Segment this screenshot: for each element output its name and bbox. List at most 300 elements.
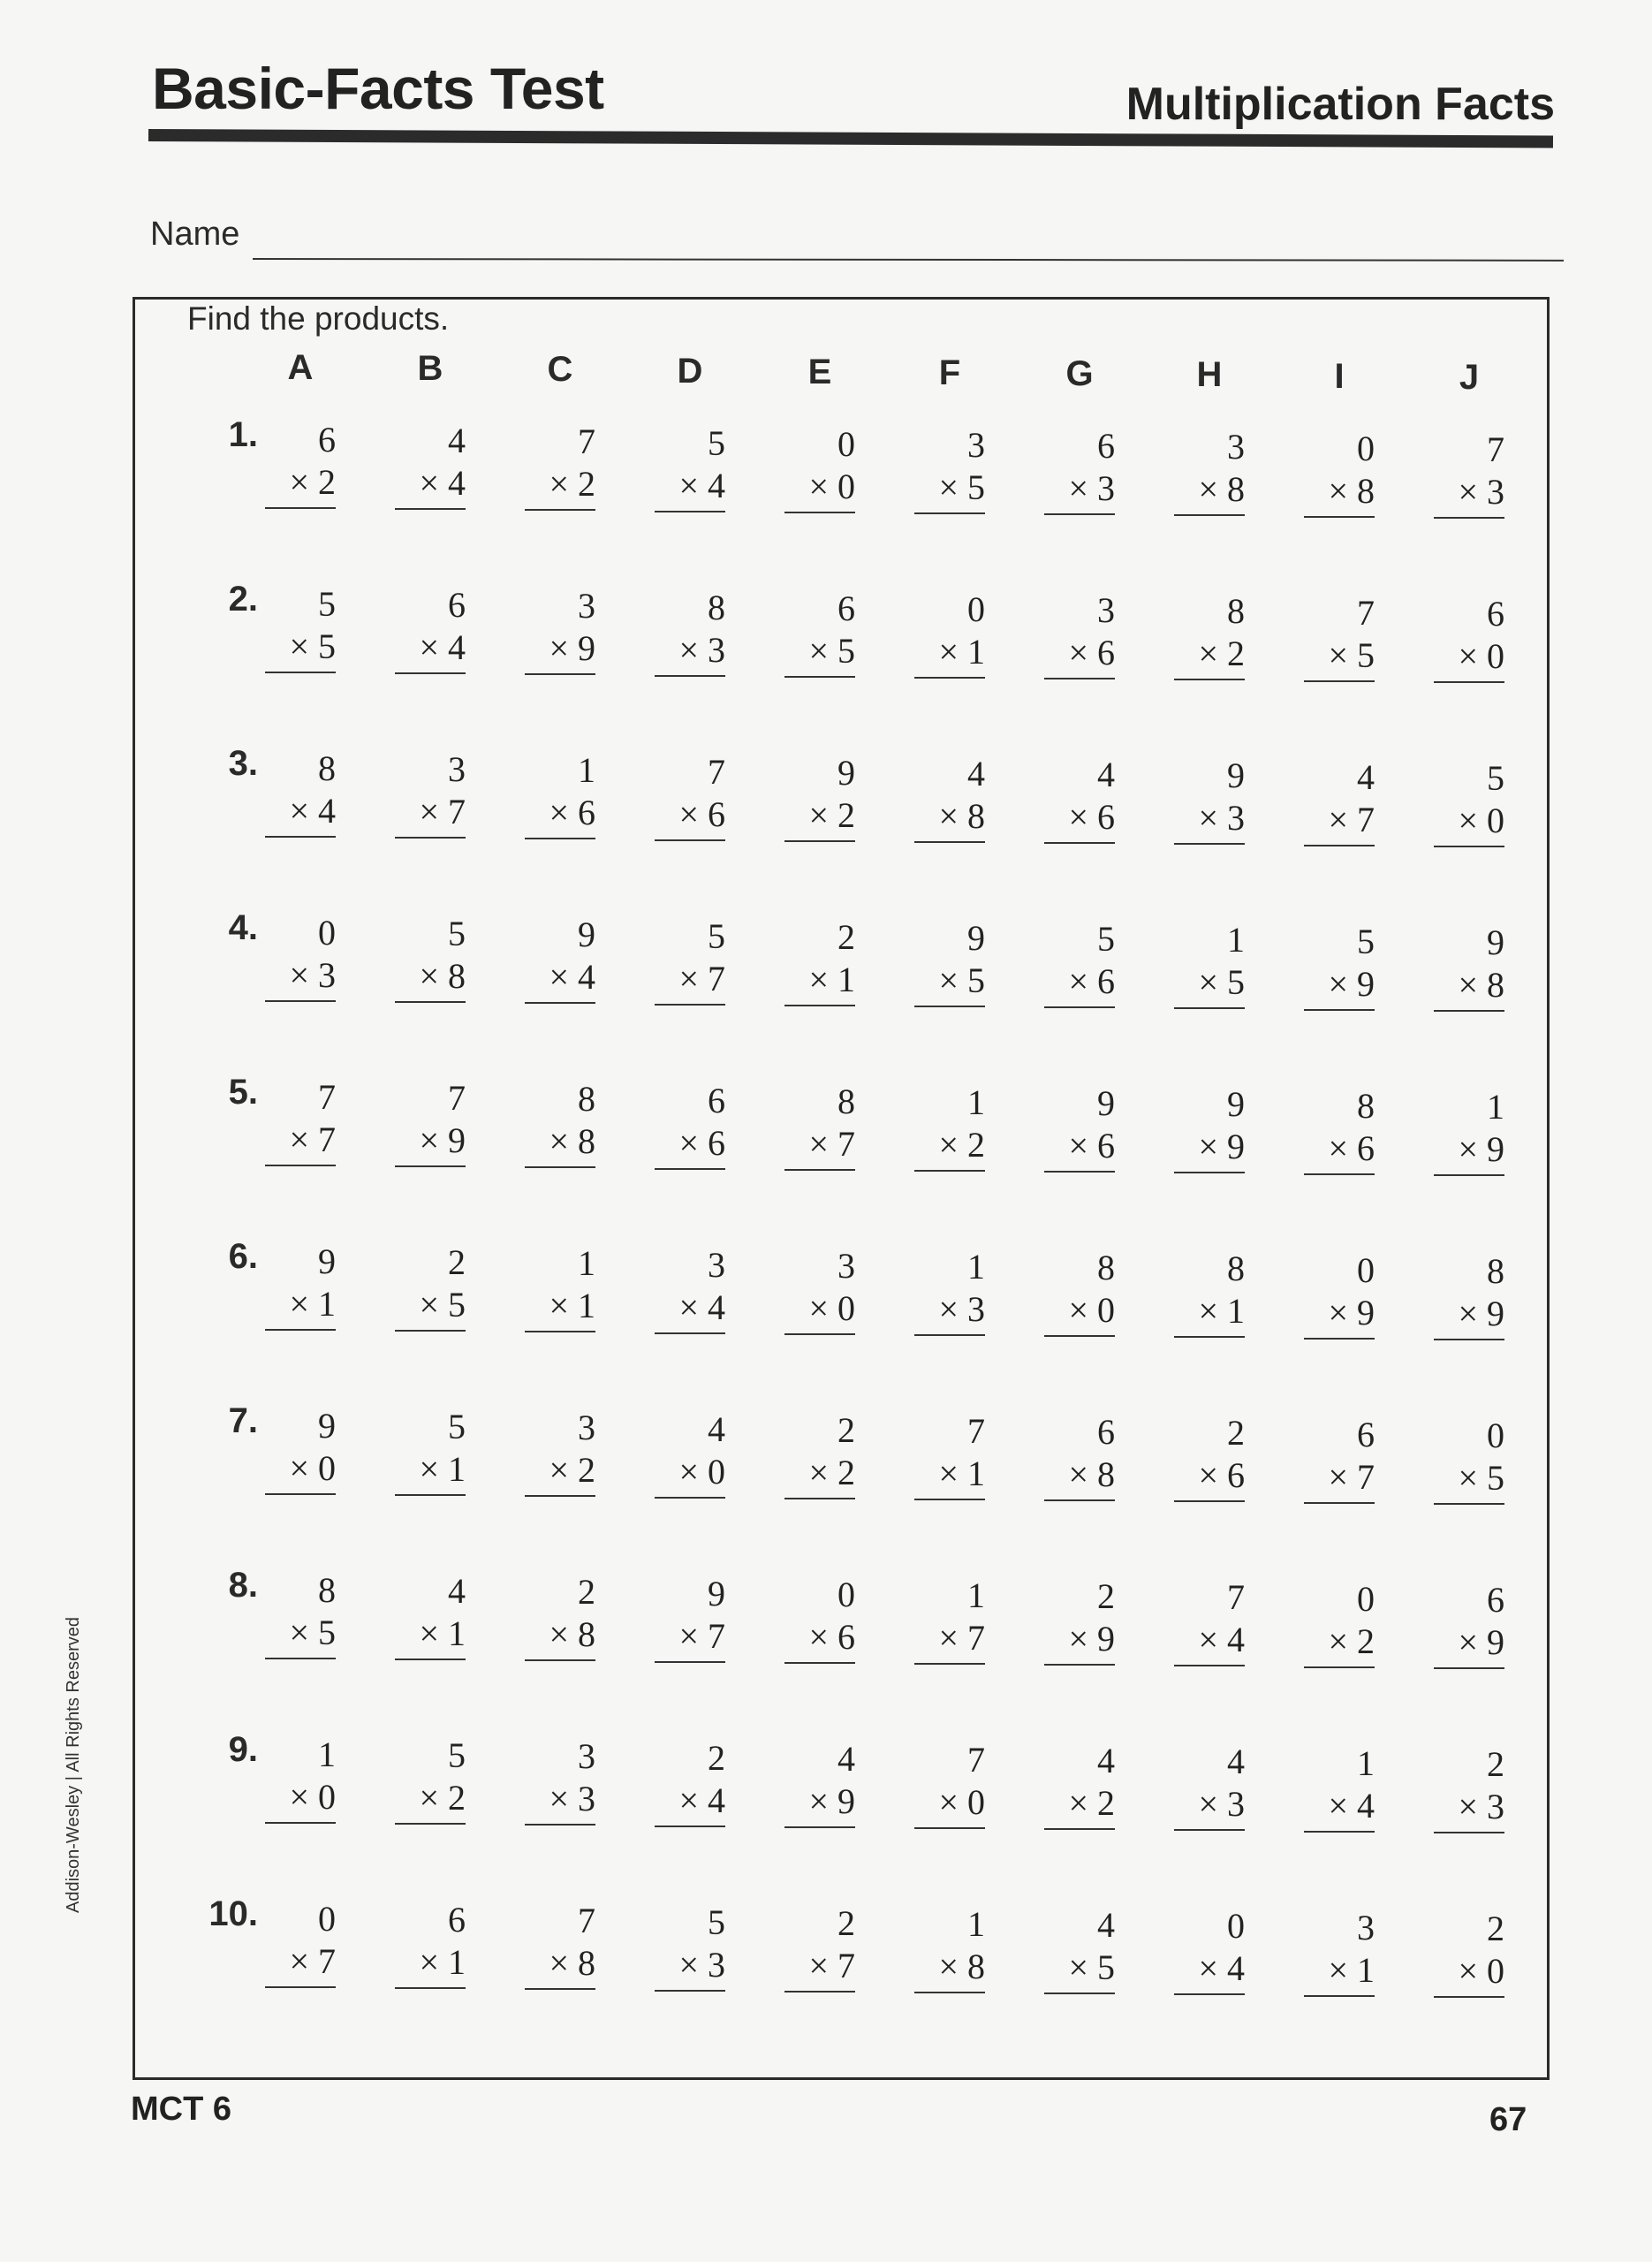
multiplier: × 4 <box>525 956 595 1004</box>
row-label: 2. <box>228 580 258 619</box>
multiplier: × 3 <box>1434 1786 1504 1833</box>
problem-9-c <box>525 1735 595 1826</box>
multiplicand: 6 <box>1487 593 1504 634</box>
column-header-a: A <box>287 348 314 387</box>
multiplier: × 7 <box>1304 799 1375 846</box>
multiplicand: 7 <box>448 1078 466 1119</box>
multiplicand: 0 <box>837 1574 855 1614</box>
multiplier: × 2 <box>784 794 855 842</box>
problem-6-j <box>1434 1250 1504 1340</box>
multiplier: × 8 <box>1434 964 1504 1012</box>
problem-8-i <box>1304 1578 1375 1668</box>
multiplicand: 8 <box>578 1079 595 1120</box>
problem-1-b <box>395 420 466 510</box>
problem-10-c <box>525 1900 595 1990</box>
problem-6-f <box>914 1246 985 1336</box>
multiplicand: 5 <box>448 1735 466 1776</box>
multiplier: × 2 <box>1304 1621 1375 1668</box>
multiplier: × 3 <box>1174 1783 1245 1831</box>
problem-9-e <box>784 1738 855 1828</box>
multiplier: × 6 <box>1304 1127 1375 1175</box>
row-label: 7. <box>228 1401 258 1440</box>
multiplicand: 5 <box>448 914 466 954</box>
multiplicand: 1 <box>1227 920 1245 960</box>
problem-9-b <box>395 1734 466 1825</box>
multiplier: × 7 <box>655 958 725 1006</box>
multiplier: × 0 <box>784 1287 855 1335</box>
problem-2-g <box>1044 589 1115 679</box>
problem-2-d <box>655 587 725 677</box>
problem-1-g <box>1044 425 1115 515</box>
problem-3-a <box>265 748 336 838</box>
problem-9-i <box>1304 1742 1375 1833</box>
problem-6-a <box>265 1241 336 1331</box>
multiplier: × 6 <box>1044 960 1115 1008</box>
multiplier: × 0 <box>265 1447 336 1495</box>
multiplier: × 0 <box>1434 635 1504 683</box>
problem-3-c <box>525 749 595 839</box>
multiplier: × 4 <box>265 790 336 838</box>
multiplier: × 2 <box>265 461 336 509</box>
problem-7-h <box>1174 1412 1245 1502</box>
problem-7-i <box>1304 1414 1375 1504</box>
multiplier: × 9 <box>1044 1618 1115 1666</box>
page-title: Basic-Facts Test <box>152 56 604 121</box>
problem-8-d <box>655 1573 725 1663</box>
multiplicand: 7 <box>967 1740 985 1780</box>
multiplicand: 7 <box>578 421 595 462</box>
multiplier: × 2 <box>784 1452 855 1499</box>
problem-5-h <box>1174 1083 1245 1173</box>
multiplier: × 6 <box>1174 1454 1245 1502</box>
multiplier: × 3 <box>265 954 336 1002</box>
multiplier: × 4 <box>1174 1947 1245 1995</box>
multiplicand: 9 <box>578 915 595 955</box>
problem-4-e <box>784 916 855 1006</box>
multiplicand: 0 <box>1227 1906 1245 1947</box>
multiplier: × 4 <box>655 465 725 512</box>
multiplier: × 3 <box>1044 467 1115 515</box>
name-label: Name <box>150 216 240 253</box>
multiplier: × 5 <box>914 467 985 514</box>
problem-10-i <box>1304 1907 1375 1997</box>
row-label: 9. <box>228 1730 258 1769</box>
problem-7-e <box>784 1409 855 1499</box>
problem-5-i <box>1304 1085 1375 1175</box>
multiplicand: 5 <box>708 915 725 956</box>
problem-7-c <box>525 1407 595 1497</box>
problem-9-d <box>655 1737 725 1827</box>
problem-4-f <box>914 917 985 1007</box>
row-label: 1. <box>228 415 258 454</box>
multiplicand: 1 <box>578 1243 595 1284</box>
problem-3-h <box>1174 755 1245 845</box>
footer-left: MCT 6 <box>131 2091 231 2128</box>
multiplicand: 3 <box>578 1736 595 1777</box>
problem-3-e <box>784 752 855 842</box>
multiplicand: 6 <box>448 1900 466 1940</box>
multiplier: × 0 <box>1434 800 1504 847</box>
multiplier: × 1 <box>914 1453 985 1500</box>
problem-7-f <box>914 1410 985 1500</box>
multiplicand: 4 <box>967 754 985 793</box>
multiplier: × 4 <box>1174 1619 1245 1666</box>
multiplier: × 2 <box>1044 1782 1115 1830</box>
multiplier: × 4 <box>1304 1785 1375 1833</box>
problem-6-b <box>395 1241 466 1332</box>
multiplier: × 6 <box>655 793 725 841</box>
multiplier: × 1 <box>395 1941 466 1989</box>
column-header-h: H <box>1196 355 1223 395</box>
multiplicand: 8 <box>1357 1085 1375 1126</box>
problem-6-h <box>1174 1248 1245 1338</box>
multiplicand: 8 <box>318 1570 336 1610</box>
multiplicand: 3 <box>448 749 466 790</box>
problem-5-b <box>395 1077 466 1167</box>
multiplicand: 4 <box>1097 1741 1115 1781</box>
multiplicand: 4 <box>1227 1742 1245 1782</box>
problem-7-d <box>655 1408 725 1499</box>
row-label: 6. <box>228 1237 258 1276</box>
multiplier: × 0 <box>265 1776 336 1824</box>
multiplicand: 9 <box>967 918 985 958</box>
multiplicand: 8 <box>837 1081 855 1121</box>
problem-5-c <box>525 1078 595 1168</box>
multiplicand: 7 <box>318 1077 336 1117</box>
multiplicand: 9 <box>1227 1084 1245 1125</box>
multiplier: × 2 <box>1174 633 1245 680</box>
problem-3-j <box>1434 757 1504 847</box>
multiplicand: 5 <box>708 422 725 463</box>
multiplicand: 8 <box>708 587 725 627</box>
multiplicand: 9 <box>837 752 855 793</box>
problem-1-j <box>1434 429 1504 519</box>
multiplier: × 1 <box>395 1448 466 1496</box>
multiplier: × 4 <box>395 626 466 674</box>
problem-7-j <box>1434 1415 1504 1505</box>
problem-1-c <box>525 421 595 511</box>
column-header-j: J <box>1459 357 1480 397</box>
multiplier: × 3 <box>1434 471 1504 519</box>
problem-4-h <box>1174 919 1245 1009</box>
problem-4-c <box>525 914 595 1004</box>
multiplier: × 1 <box>395 1613 466 1660</box>
multiplier: × 5 <box>265 1612 336 1659</box>
multiplicand: 7 <box>1487 429 1504 469</box>
multiplier: × 9 <box>1174 1126 1245 1173</box>
multiplier: × 6 <box>1044 632 1115 679</box>
multiplicand: 5 <box>1487 757 1504 798</box>
multiplicand: 1 <box>1357 1742 1375 1783</box>
column-header-e: E <box>807 352 832 391</box>
multiplicand: 2 <box>1487 1908 1504 1948</box>
header-rule <box>148 129 1553 148</box>
multiplier: × 9 <box>525 627 595 675</box>
multiplicand: 1 <box>967 1082 985 1122</box>
multiplier: × 6 <box>655 1122 725 1170</box>
problem-4-g <box>1044 918 1115 1008</box>
multiplier: × 4 <box>655 1287 725 1334</box>
problem-1-h <box>1174 426 1245 516</box>
multiplier: × 6 <box>1044 1125 1115 1173</box>
multiplicand: 6 <box>318 420 336 459</box>
multiplicand: 4 <box>1097 1905 1115 1946</box>
problem-3-i <box>1304 756 1375 846</box>
multiplier: × 8 <box>525 1120 595 1168</box>
multiplier: × 9 <box>1304 1292 1375 1340</box>
multiplier: × 8 <box>914 795 985 843</box>
multiplier: × 8 <box>1174 468 1245 516</box>
multiplier: × 3 <box>655 629 725 677</box>
multiplier: × 2 <box>525 1449 595 1497</box>
problem-5-g <box>1044 1082 1115 1173</box>
multiplicand: 7 <box>578 1901 595 1941</box>
problem-6-e <box>784 1245 855 1335</box>
multiplicand: 8 <box>1227 1249 1245 1289</box>
multiplicand: 4 <box>1097 755 1115 795</box>
multiplicand: 7 <box>1227 1577 1245 1618</box>
column-header-c: C <box>547 350 573 390</box>
multiplicand: 5 <box>708 1901 725 1942</box>
multiplier: × 5 <box>1174 961 1245 1009</box>
multiplicand: 3 <box>578 586 595 626</box>
problem-1-d <box>655 422 725 512</box>
multiplier: × 7 <box>395 791 466 839</box>
multiplier: × 0 <box>1044 1289 1115 1337</box>
problem-8-b <box>395 1570 466 1660</box>
problem-9-j <box>1434 1743 1504 1833</box>
problem-8-a <box>265 1569 336 1659</box>
multiplier: × 1 <box>525 1285 595 1332</box>
multiplier: × 8 <box>525 1942 595 1990</box>
multiplier: × 5 <box>784 630 855 678</box>
multiplicand: 7 <box>967 1411 985 1451</box>
multiplier: × 9 <box>1434 1128 1504 1176</box>
problem-2-c <box>525 585 595 675</box>
multiplicand: 6 <box>1097 1412 1115 1453</box>
multiplicand: 4 <box>448 1571 466 1612</box>
multiplicand: 2 <box>837 1409 855 1450</box>
multiplier: × 1 <box>1174 1290 1245 1338</box>
multiplicand: 6 <box>837 588 855 628</box>
problem-10-b <box>395 1899 466 1989</box>
multiplier: × 5 <box>395 1284 466 1332</box>
problem-3-d <box>655 751 725 841</box>
problem-8-g <box>1044 1575 1115 1666</box>
problem-9-a <box>265 1734 336 1824</box>
problem-10-a <box>265 1898 336 1988</box>
problem-2-h <box>1174 590 1245 680</box>
multiplier: × 1 <box>784 959 855 1006</box>
problem-6-c <box>525 1242 595 1332</box>
multiplicand: 0 <box>318 913 336 953</box>
problem-6-g <box>1044 1247 1115 1337</box>
multiplicand: 8 <box>1487 1250 1504 1291</box>
multiplier: × 7 <box>265 1119 336 1166</box>
multiplicand: 3 <box>1357 1907 1375 1947</box>
multiplicand: 6 <box>448 585 466 626</box>
multiplicand: 9 <box>1227 755 1245 796</box>
row-label: 10. <box>208 1894 258 1933</box>
column-header-b: B <box>417 349 443 389</box>
multiplier: × 5 <box>265 626 336 673</box>
multiplicand: 2 <box>578 1572 595 1613</box>
multiplier: × 3 <box>914 1288 985 1336</box>
multiplier: × 2 <box>395 1777 466 1825</box>
multiplicand: 8 <box>1227 591 1245 632</box>
multiplicand: 9 <box>318 1241 336 1281</box>
problem-2-e <box>784 588 855 678</box>
problem-2-f <box>914 588 985 679</box>
row-label: 4. <box>228 908 258 947</box>
row-label: 8. <box>228 1566 258 1605</box>
multiplier: × 5 <box>1304 634 1375 682</box>
multiplicand: 1 <box>967 1904 985 1944</box>
problem-10-g <box>1044 1904 1115 1994</box>
instructions: Find the products. <box>187 300 450 337</box>
multiplicand: 2 <box>448 1242 466 1283</box>
multiplicand: 9 <box>708 1573 725 1613</box>
page-subtitle: Multiplication Facts <box>1125 79 1555 130</box>
multiplier: × 0 <box>914 1781 985 1829</box>
problem-4-b <box>395 913 466 1003</box>
multiplier: × 8 <box>1044 1454 1115 1501</box>
column-header-f: F <box>938 353 961 392</box>
multiplier: × 4 <box>655 1780 725 1827</box>
problem-10-e <box>784 1902 855 1993</box>
multiplicand: 9 <box>1097 1083 1115 1124</box>
multiplier: × 5 <box>914 960 985 1007</box>
multiplier: × 6 <box>1044 796 1115 844</box>
multiplicand: 4 <box>708 1408 725 1449</box>
problem-9-h <box>1174 1741 1245 1831</box>
multiplicand: 4 <box>1357 756 1375 797</box>
problem-10-h <box>1174 1905 1245 1995</box>
name-line[interactable] <box>253 258 1564 262</box>
multiplier: × 6 <box>525 792 595 839</box>
problem-2-j <box>1434 593 1504 683</box>
multiplicand: 0 <box>318 1899 336 1939</box>
problem-2-a <box>265 583 336 673</box>
multiplicand: 5 <box>1357 921 1375 961</box>
problem-6-d <box>655 1244 725 1334</box>
problem-3-g <box>1044 754 1115 844</box>
multiplicand: 0 <box>1487 1415 1504 1455</box>
multiplicand: 0 <box>1357 1249 1375 1290</box>
problem-1-e <box>784 423 855 513</box>
problem-6-i <box>1304 1249 1375 1340</box>
multiplier: × 6 <box>784 1616 855 1664</box>
multiplier: × 5 <box>1044 1947 1115 1994</box>
problem-10-d <box>655 1901 725 1992</box>
multiplicand: 7 <box>1357 592 1375 633</box>
multiplicand: 2 <box>837 1902 855 1943</box>
problem-8-c <box>525 1571 595 1661</box>
multiplier: × 2 <box>914 1124 985 1172</box>
multiplicand: 1 <box>318 1734 336 1774</box>
multiplicand: 9 <box>318 1406 336 1446</box>
multiplier: × 7 <box>784 1123 855 1171</box>
problem-8-h <box>1174 1576 1245 1666</box>
multiplier: × 1 <box>914 631 985 679</box>
problem-5-j <box>1434 1086 1504 1176</box>
problem-9-g <box>1044 1740 1115 1830</box>
problem-5-a <box>265 1076 336 1166</box>
multiplier: × 5 <box>1434 1457 1504 1505</box>
multiplicand: 3 <box>1227 427 1245 467</box>
multiplicand: 6 <box>1487 1579 1504 1620</box>
multiplier: × 0 <box>784 466 855 513</box>
multiplier: × 3 <box>525 1778 595 1826</box>
multiplicand: 2 <box>837 916 855 957</box>
problem-5-f <box>914 1082 985 1172</box>
problem-10-f <box>914 1903 985 1993</box>
problem-4-a <box>265 912 336 1002</box>
multiplicand: 6 <box>708 1080 725 1120</box>
multiplicand: 1 <box>1487 1086 1504 1127</box>
problem-2-i <box>1304 592 1375 682</box>
multiplier: × 9 <box>395 1120 466 1167</box>
multiplicand: 7 <box>708 751 725 792</box>
multiplier: × 8 <box>1304 470 1375 518</box>
problem-8-f <box>914 1575 985 1665</box>
multiplier: × 9 <box>1304 963 1375 1011</box>
problem-9-f <box>914 1739 985 1829</box>
multiplier: × 7 <box>1304 1456 1375 1504</box>
problem-4-i <box>1304 921 1375 1011</box>
column-header-i: I <box>1334 356 1345 396</box>
multiplicand: 1 <box>967 1575 985 1615</box>
problem-7-b <box>395 1406 466 1496</box>
multiplier: × 9 <box>1434 1621 1504 1669</box>
multiplicand: 2 <box>1097 1576 1115 1617</box>
problem-3-b <box>395 748 466 839</box>
multiplier: × 8 <box>914 1946 985 1993</box>
problem-4-j <box>1434 922 1504 1012</box>
multiplier: × 1 <box>1304 1949 1375 1997</box>
multiplier: × 7 <box>265 1940 336 1988</box>
multiplicand: 9 <box>1487 922 1504 962</box>
problem-4-d <box>655 915 725 1006</box>
problem-8-e <box>784 1574 855 1664</box>
multiplicand: 2 <box>708 1737 725 1778</box>
multiplier: × 3 <box>655 1944 725 1992</box>
problem-5-e <box>784 1081 855 1171</box>
multiplicand: 3 <box>1097 590 1115 631</box>
multiplicand: 8 <box>1097 1248 1115 1288</box>
multiplicand: 6 <box>1097 426 1115 467</box>
row-label: 3. <box>228 744 258 783</box>
multiplicand: 5 <box>448 1407 466 1447</box>
multiplicand: 6 <box>1357 1414 1375 1454</box>
multiplier: × 8 <box>395 955 466 1003</box>
problem-1-i <box>1304 428 1375 518</box>
column-header-d: D <box>677 351 703 391</box>
multiplicand: 0 <box>1357 428 1375 468</box>
side-credit: Addison-Wesley | All Rights Reserved <box>64 1617 83 1913</box>
multiplicand: 5 <box>1097 919 1115 960</box>
multiplier: × 0 <box>655 1451 725 1499</box>
multiplicand: 1 <box>967 1247 985 1287</box>
multiplier: × 7 <box>655 1615 725 1663</box>
row-label: 5. <box>228 1073 258 1112</box>
multiplier: × 3 <box>1174 797 1245 845</box>
problem-1-f <box>914 424 985 514</box>
problem-7-g <box>1044 1411 1115 1501</box>
multiplier: × 2 <box>525 463 595 511</box>
problem-7-a <box>265 1405 336 1495</box>
problem-8-j <box>1434 1579 1504 1669</box>
